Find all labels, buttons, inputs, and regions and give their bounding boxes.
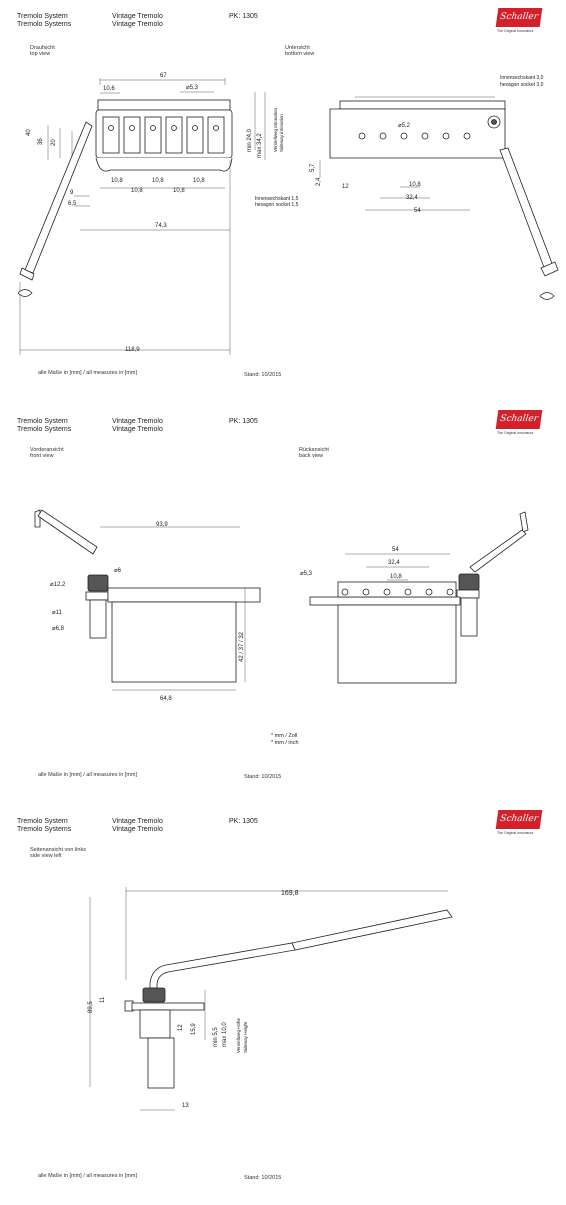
dim-hole-top: ⌀5,3 [186,85,198,91]
dim-2-4: 2,4 [316,177,322,186]
dim-min-side: min 5,5 [213,1027,219,1047]
dim-13: 13 [182,1103,189,1109]
dim-93-9: 93,9 [156,522,168,528]
footer-stand: Stand: 10/2015 [244,372,282,378]
side-view-label: Seitenansicht von links side view left [30,847,86,859]
front-view-drawing [35,510,260,690]
bottom-view-label: Untersicht bottom view [285,45,315,57]
dim-64-8: 64,8 [160,696,172,702]
dim-169-8: 169,8 [281,890,299,897]
dim-9: 9 [70,190,74,196]
dim-54-bottom: 54 [414,208,421,214]
dim-10-8-bottom: 10,8 [409,182,421,188]
dim-h20: 20 [51,139,57,146]
note-zoll: * mm / Zoll [271,733,298,739]
socket15-de: Innensechskant 1,5 [255,196,299,202]
dim-s1: 10,8 [111,178,123,184]
dim-hole-bottom: ⌀5,2 [398,123,410,129]
dim-h40: 40 [26,129,32,136]
dim-74-3: 74,3 [155,223,167,229]
dim-32-4-back: 32,4 [388,560,400,566]
note-inch: * mm / inch [271,740,299,746]
dim-12: 12 [342,184,349,190]
socket15-en: hexagon socket 1,5 [255,202,299,208]
dim-s2: 10,8 [131,188,143,194]
header-code: PK: 1305 [229,818,258,825]
dim-h36: 36 [38,138,44,145]
dim-s5: 10,8 [193,178,205,184]
height-label-de: Verstellweg Höhe [236,1017,241,1053]
socket30-de: Innensechskant 3,0 [500,75,544,81]
schaller-logo: Schaller The Original Innovators [497,8,541,38]
side-view-drawing [90,887,452,1110]
dim-d11: ⌀11 [52,610,62,616]
header-title: Tremolo System Tremolo Systems [17,418,72,433]
dim-5-7: 5,7 [310,163,316,172]
dim-max-side: max 10,0 [222,1022,228,1047]
dim-15-9: 15,9 [191,1023,197,1035]
header-code: PK: 1305 [229,418,258,425]
back-view-label: Rückansicht back view [299,447,329,459]
dim-89-5: 89,5 [88,1001,94,1013]
drawing-sheet2 [0,402,566,802]
dim-s3: 10,8 [152,178,164,184]
dim-118-9: 118,9 [125,347,140,353]
back-view-drawing [310,512,528,683]
dim-min: min 24,0 [247,128,253,152]
dim-6-5: 6,5 [68,201,77,207]
header-model: Vintage Tremolo Vintage Tremolo [112,13,163,28]
dim-10-8-back: 10,8 [390,574,402,580]
sheet-side-view [0,805,566,1205]
top-view-label: Draufsicht top view [30,45,55,57]
dim-s4: 10,8 [173,188,185,194]
dim-11: 11 [100,996,106,1003]
footer-units: alle Maße in [mm] / all measures in [mm] [38,772,138,778]
dim-d5-3-back: ⌀5,3 [300,571,312,577]
sideways-label-de: Verstellweg Intonation [273,107,278,152]
dim-width-top: 67 [160,73,167,79]
header-title: Tremolo System Tremolo Systems [17,818,72,833]
header-title: Tremolo System Tremolo Systems [17,13,72,28]
header-model: Vintage Tremolo Vintage Tremolo [112,818,163,833]
socket30-en: hexagon socket 3,0 [500,82,544,88]
schaller-logo: Schaller The Original Innovators [497,410,541,440]
dim-max: max 34,2 [257,133,263,158]
sheet-top-bottom-view [0,0,566,400]
dim-32-4-bottom: 32,4 [406,195,418,201]
drawing-sheet3 [0,805,566,1205]
dim-54-back: 54 [392,547,399,553]
front-view-label: Vorderansicht front view [30,447,64,459]
dim-d6: ⌀6 [114,568,121,574]
height-label-en: Sideway Height [243,1021,248,1053]
footer-units: alle Maße in [mm] / all measures in [mm] [38,1173,138,1179]
dim-height-front: 42 / 37 / 32 [239,631,245,662]
dim-spacing-top: 10,6 [103,86,115,92]
sideways-label-en: Sideway intonation [279,114,284,152]
sheet-front-back-view [0,402,566,802]
header-code: PK: 1305 [229,13,258,20]
top-view-drawing [18,78,265,355]
schaller-logo: Schaller The Original Innovators [497,810,541,840]
dim-d6-8: ⌀6,8 [52,626,64,632]
footer-stand: Stand: 10/2015 [244,1175,282,1181]
footer-units: alle Maße in [mm] / all measures in [mm] [38,370,138,376]
footer-stand: Stand: 10/2015 [244,774,282,780]
header-model: Vintage Tremolo Vintage Tremolo [112,418,163,433]
dim-d12-2: ⌀12,2 [50,582,66,588]
bottom-view-drawing [320,97,558,300]
dim-12-side: 12 [178,1024,184,1031]
drawing-sheet1 [0,0,566,400]
